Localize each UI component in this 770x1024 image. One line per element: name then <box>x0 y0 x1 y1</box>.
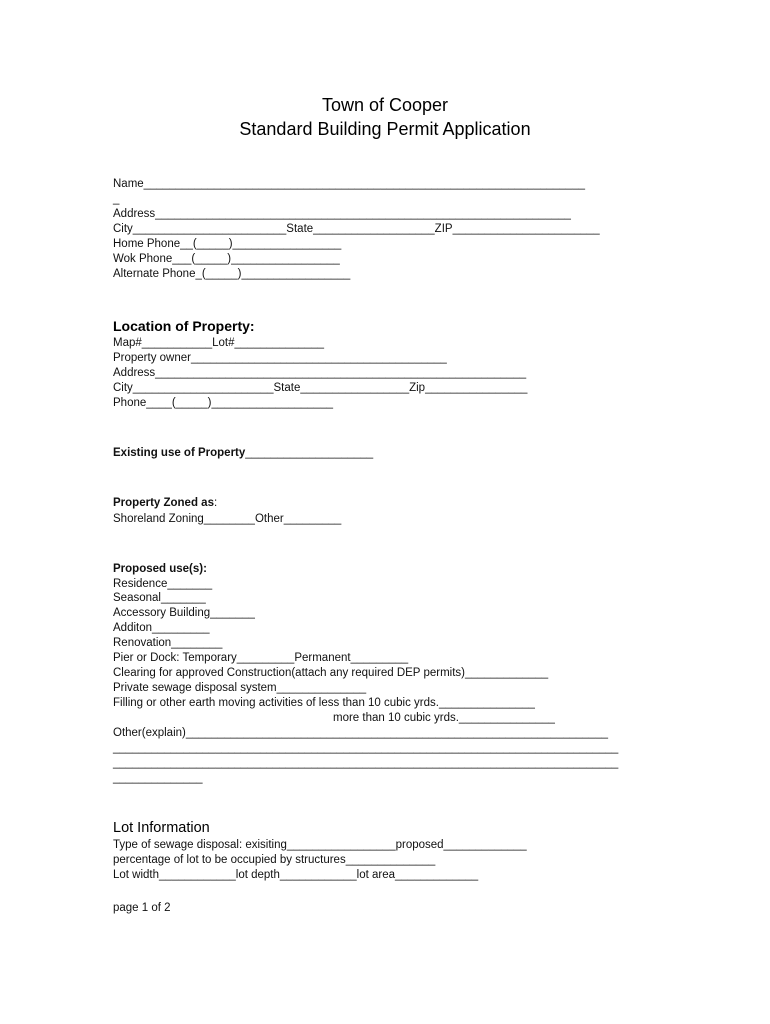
work-phone-field[interactable]: Wok Phone___(_____)_________________ <box>113 253 340 265</box>
other-explain-line[interactable]: _______________________________________________________________________________ <box>113 757 619 769</box>
form-title: Standard Building Permit Application <box>239 119 531 139</box>
existing-use-field[interactable] <box>113 446 373 460</box>
zoned-as-label: Property Zoned as <box>113 497 214 509</box>
more-than-field[interactable]: more than 10 cubic yrds._______________ <box>333 712 555 724</box>
existing-use-label: Existing use of Property <box>113 447 246 459</box>
proposed-use-item[interactable]: Renovation________ <box>113 637 223 649</box>
proposed-uses-heading: Proposed use(s): <box>113 563 207 575</box>
town-title: Town of Cooper <box>321 95 449 115</box>
home-phone-field[interactable]: Home Phone__(_____)_________________ <box>113 238 342 250</box>
existing-use-blank[interactable]: ____________________ <box>245 447 374 459</box>
page-number: page 1 of 2 <box>113 902 171 914</box>
property-city-state-zip-field[interactable]: City______________________State_________________Zip________________ <box>113 382 528 394</box>
city-state-zip-field[interactable]: City________________________State___________________ZIP_______________________ <box>113 223 600 235</box>
address-field[interactable]: Address_________________________________________________________________ <box>113 208 571 220</box>
proposed-use-item[interactable]: Seasonal_______ <box>113 592 206 604</box>
proposed-use-item[interactable]: Residence_______ <box>113 578 213 590</box>
zoned-as-colon: : <box>213 497 218 509</box>
proposed-use-item[interactable]: Accessory Building_______ <box>113 607 255 619</box>
lot-percentage-field[interactable]: percentage of lot to be occupied by structures______________ <box>113 854 436 866</box>
property-owner-field[interactable]: Property owner________________________________________ <box>113 352 447 364</box>
lot-dimensions-field[interactable]: Lot width____________lot depth____________lot area_____________ <box>113 869 479 881</box>
proposed-use-item[interactable]: Pier or Dock: Temporary_________Permanent_________ <box>113 652 409 664</box>
name-field-wrap: _ <box>113 193 120 205</box>
other-explain-line[interactable]: _______________________________________________________________________________ <box>113 742 619 754</box>
property-address-field[interactable]: Address__________________________________________________________ <box>113 367 527 379</box>
proposed-use-item[interactable]: Clearing for approved Construction(attach any required DEP permits)_____________ <box>113 667 549 679</box>
lot-information-heading: Lot Information <box>113 820 210 836</box>
property-phone-field[interactable]: Phone____(_____)___________________ <box>113 397 333 409</box>
name-field[interactable]: Name_____________________________________________________________________ <box>113 178 585 190</box>
other-explain-field[interactable]: Other(explain)__________________________________________________________________ <box>113 727 608 739</box>
proposed-use-item[interactable]: Additon_________ <box>113 622 210 634</box>
proposed-use-item[interactable]: Filling or other earth moving activities of less than 10 cubic yrds._______________ <box>113 697 535 709</box>
sewage-disposal-field[interactable]: Type of sewage disposal: exisiting_________________proposed_____________ <box>113 839 527 851</box>
zoned-as-label-row <box>113 496 217 510</box>
map-lot-field[interactable]: Map#___________Lot#______________ <box>113 337 325 349</box>
location-heading: Location of Property: <box>113 318 255 334</box>
alternate-phone-field[interactable]: Alternate Phone_(_____)_________________ <box>113 268 351 280</box>
other-explain-line[interactable]: ______________ <box>113 772 203 784</box>
proposed-use-item[interactable]: Private sewage disposal system______________ <box>113 682 367 694</box>
zoning-options-field[interactable]: Shoreland Zoning________Other_________ <box>113 513 342 525</box>
